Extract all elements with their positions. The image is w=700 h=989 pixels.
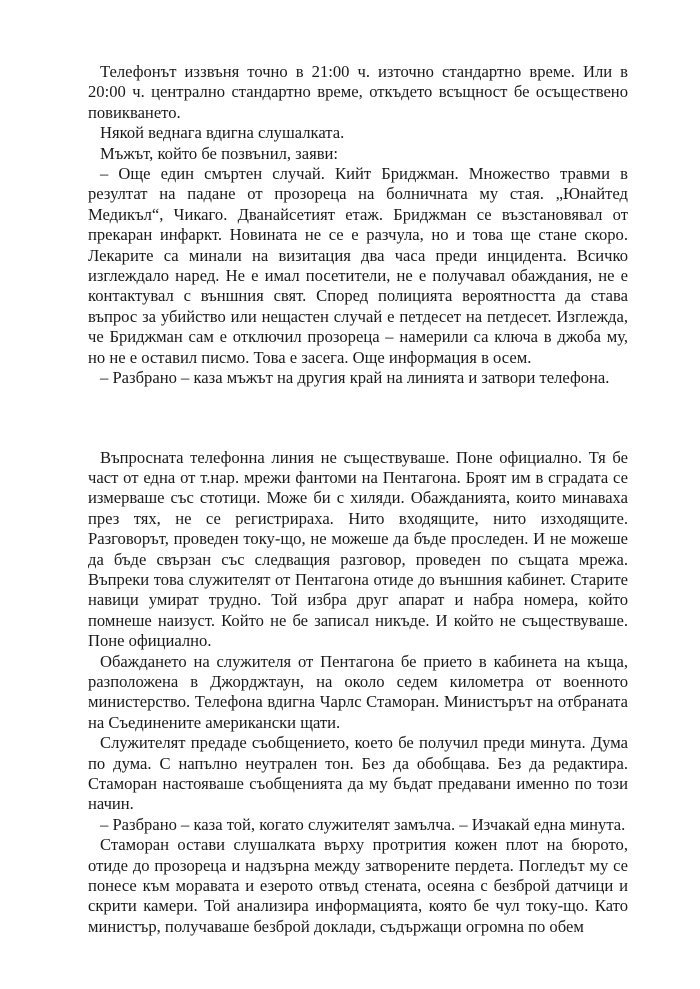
section-phone-call	[88, 62, 628, 389]
document-page	[88, 62, 628, 937]
section-break	[88, 389, 628, 448]
paragraph: Служителят предаде съобщението, което бе получил преди минута. Дума по дума. С напълно неутрален тон. Без да обобщава. Без да редактира. Стаморан настояваше съобщенията да му бъдат предавани именно по този начин.	[88, 733, 628, 814]
paragraph: Въпросната телефонна линия не съществуваше. Поне официално. Тя бе част от една от т.нар. мрежи фантоми на Пентагона. Броят им в сградата се измерваше със стотици. Може би с хиляди. Обажданията, които минаваха през тях, не се регистрираха. Нито входящите, нито изходящите. Разговорът, проведен току-що, не можеше да бъде проследен. И не можеше да бъде свързан със следващия разговор, проведен по същата мрежа. Въпреки това служителят от Пентагона отиде до външния кабинет. Старите навици умират трудно. Той избра друг апарат и набра номера, който помнеше наизуст. Който не бе записал никъде. И който не съществуваше. Поне официално.	[88, 447, 628, 651]
paragraph: Мъжът, който бе позвънил, заяви:	[100, 143, 339, 163]
section-pentagon	[88, 448, 628, 938]
dialogue-paragraph: – Още един смъртен случай. Кийт Бриджман. Множество травми в резултат на падане от прозореца на болничната му стая. „Юнайтед Медикъл“, Чикаго. Дванайсетият етаж. Бриджман се възстановявал от прекаран инфаркт. Новината не се е разчула, но и това ще стане скоро. Лекарите са минали на визитация два часа преди инцидента. Всичко изглеждало наред. Не е имал посетители, не е получавал обаждания, не е контактувал с външния свят. Според полицията вероятността да става въпрос за убийство или нещастен случай е петдесет на петдесет. Изглежда, че Бриджман сам е отключил прозореца – намерили са ключа в джоба му, но не е оставил писмо. Това е засега. Още информация в осем.	[88, 164, 628, 367]
paragraph: Телефонът иззвъня точно в 21:00 ч. източно стандартно време. Или в 20:00 ч. централно стандартно време, откъдето всъщност бе осъществено повикването.	[88, 62, 628, 122]
dialogue-paragraph: – Разбрано – каза мъжът на другия край на линията и затвори телефона.	[100, 368, 610, 388]
paragraph: Някой веднага вдигна слушалката.	[100, 123, 345, 143]
paragraph: Обаждането на служителя от Пентагона бе прието в кабинета на къща, разположена в Джорджтаун, на около седем километра от военното министерство. Телефона вдигна Чарлс Стаморан. Министърът на отбраната на Съединените американски щати.	[88, 651, 628, 732]
dialogue-paragraph: – Разбрано – каза той, когато служителят замълча. – Изчакай една минута.	[100, 814, 626, 834]
paragraph: Стаморан остави слушалката върху протрития кожен плот на бюрото, отиде до прозореца и надзърна между затворените пердета. Погледът му се понесе към моравата и езерото отвъд стената, осеяна с безброй датчици и скрити камери. Той анализира информацията, която бе чул току-що. Като министър, получаваше безброй доклади, съдържащи огромна по обем	[88, 835, 628, 936]
